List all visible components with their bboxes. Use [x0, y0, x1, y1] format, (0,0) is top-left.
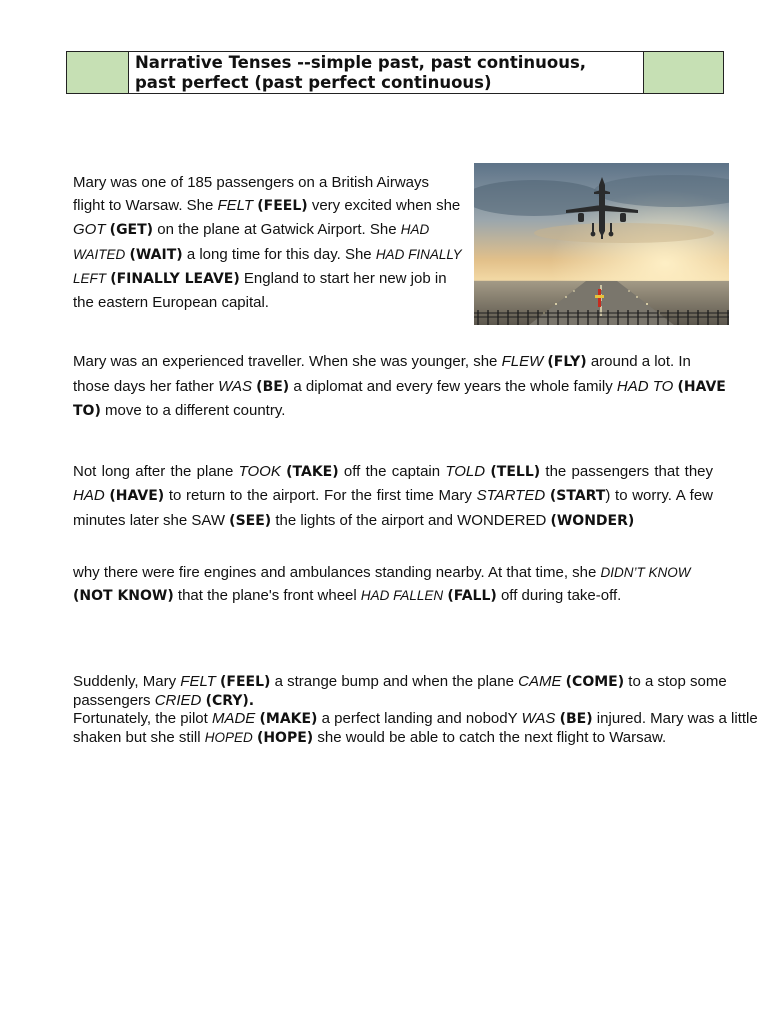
paragraph-3: [73, 460, 713, 533]
verb-prompt: (FALL): [447, 588, 497, 605]
verb-prompt: (SEE): [229, 512, 272, 529]
title-line-1: Narrative Tenses --simple past, past continuous,: [135, 53, 587, 72]
verb-answer: TOLD: [445, 463, 486, 480]
text-run: off the captain: [338, 463, 446, 480]
text-run: Mary was one of 185 passengers on a British Airways flight to Warsaw. She: [73, 174, 430, 215]
verb-answer: MADE: [211, 710, 256, 727]
verb-prompt: (WAIT): [129, 246, 183, 263]
verb-prompt: (GET): [109, 222, 154, 239]
text-run: to return to the airport. For the first time Mary: [164, 487, 477, 505]
text-run: Suddenly, Mary: [73, 673, 181, 690]
paragraph-1: [73, 171, 463, 314]
verb-prompt: (BE): [256, 378, 290, 395]
verb-prompt: (FINALLY LEAVE): [110, 270, 240, 287]
text-run: move to a different country.: [100, 402, 286, 419]
verb-answer: HAD: [73, 487, 105, 505]
title-line-2: past perfect (past perfect continuous): [135, 73, 492, 92]
verb-answer: FELT: [217, 197, 254, 215]
text-run: England to start her new job in the eastern European capital.: [73, 269, 447, 312]
page-title: [129, 52, 643, 93]
airplane-landing-image: [474, 163, 729, 325]
verb-prompt: (TAKE): [286, 464, 339, 480]
verb-prompt: (HOPE): [256, 729, 314, 746]
airplane-icon: [474, 163, 729, 325]
text-run: a perfect landing and nobodY: [317, 710, 522, 727]
verb-prompt: (FLY): [547, 354, 587, 370]
verb-prompt: (HAVE): [109, 488, 165, 505]
verb-answer: CAME: [518, 673, 562, 690]
verb-prompt: (CRY).: [205, 692, 255, 709]
verb-prompt: (FEEL): [257, 198, 308, 215]
verb-prompt: (HAVE TO): [73, 378, 726, 419]
text-run: around a lot. In those days her father: [73, 353, 691, 395]
text-run: off during take-off.: [496, 587, 622, 605]
text-run: very excited when she: [307, 197, 461, 215]
verb-answer: HOPED: [204, 729, 253, 745]
verb-answer: GOT: [73, 221, 106, 239]
verb-prompt: (FEEL): [220, 674, 271, 690]
verb-answer: HAD FINALLY LEFT: [73, 246, 462, 286]
verb-answer: DIDN’T KNOW: [600, 565, 691, 580]
text-run: a strange bump and when the plane: [270, 673, 519, 690]
text-run: on the plane at Gatwick Airport. She: [153, 221, 401, 239]
text-run: a long time for this day. She: [182, 245, 376, 263]
text-run: Fortunately, the pilot: [73, 710, 212, 727]
paragraph-2: [73, 350, 728, 424]
verb-prompt: (COME): [565, 674, 625, 690]
verb-prompt: (TELL): [490, 464, 541, 480]
text-run: Not long after the plane: [73, 463, 239, 480]
verb-answer: TOOK: [238, 463, 281, 480]
verb-answer: FLEW: [501, 353, 544, 370]
verb-answer: HAD WAITED: [73, 222, 430, 262]
paragraph-4: [73, 561, 723, 609]
title-right-cell: [643, 52, 723, 93]
verb-answer: FELT: [180, 673, 216, 690]
text-run: that the plane's front wheel: [173, 587, 361, 605]
text-run: the lights of the airport and WONDERED: [271, 511, 551, 529]
verb-prompt: (MAKE): [259, 711, 318, 727]
verb-answer: HAD FALLEN: [360, 588, 444, 604]
verb-prompt: (START: [549, 488, 606, 505]
paragraph-5: [73, 673, 768, 747]
text-run: injured. Mary was a little shaken but she still: [73, 710, 758, 746]
text-run: the passengers that they: [540, 463, 714, 480]
verb-prompt: (BE): [559, 711, 593, 727]
verb-answer: CRIED: [154, 691, 202, 709]
title-left-cell: [67, 52, 129, 93]
text-run: to a stop some passengers: [73, 673, 727, 709]
title-table: [66, 51, 724, 94]
text-run: Mary was an experienced traveller. When she was younger, she: [73, 353, 502, 370]
text-run: she would be able to catch the next flight to Warsaw.: [313, 728, 667, 746]
text-run: why there were fire engines and ambulances standing nearby. At that time, she: [73, 564, 601, 581]
text-run: ) to worry. A few minutes later she SAW: [73, 487, 713, 529]
verb-answer: HAD TO: [616, 377, 674, 395]
verb-answer: WAS: [521, 710, 556, 727]
text-run: a diplomat and every few years the whole family: [289, 377, 617, 395]
verb-answer: STARTED: [476, 487, 546, 505]
verb-answer: WAS: [218, 377, 252, 395]
verb-prompt: (WONDER): [550, 512, 635, 529]
verb-prompt: (NOT KNOW): [73, 588, 174, 605]
